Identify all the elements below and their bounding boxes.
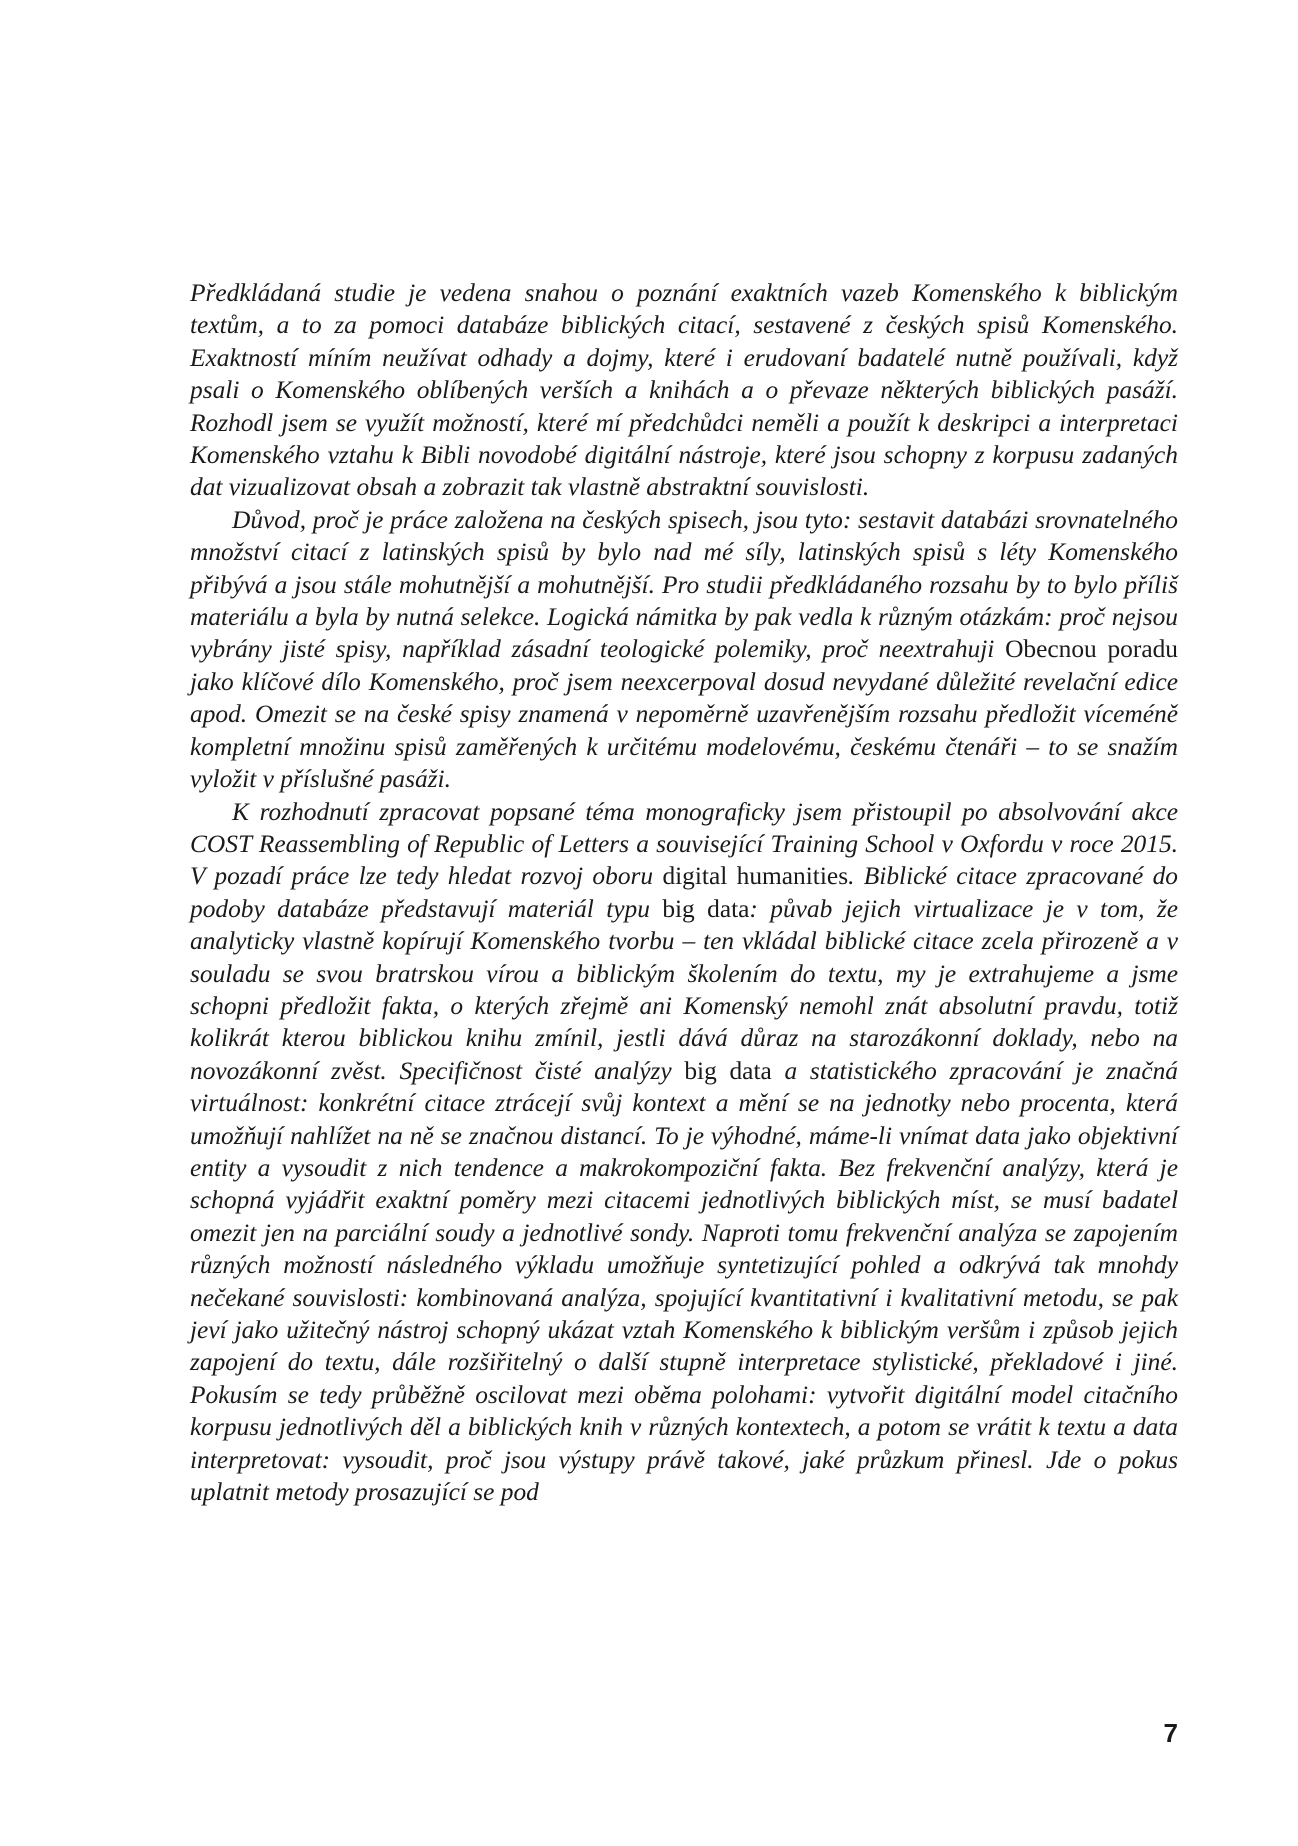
term-big-data: big data xyxy=(662,894,750,923)
paragraph-intro xyxy=(190,277,1178,504)
text-segment: . Biblické citace zpracované do podoby databáze představují materiál typu xyxy=(190,862,1179,923)
page-number: 7 xyxy=(1163,1718,1178,1748)
text-segment: Důvod, proč je práce založena na českých spisech, jsou tyto: sestavit databázi srovnatelného množství citací z latinských spisů by bylo nad mé síly, latinských spisů s léty Komenského přibývá a jsou stále mohutnější a mohutnější. Pro studii předkládaného rozsahu by to bylo příliš materiálu a byla by nutná selekce. Logická námitka by pak vedla k různým otázkám: proč nejsou vybrány jisté spisy, například zásadní teologické polemiky, proč neextrahuji xyxy=(190,505,1178,664)
term-big-data: big data xyxy=(684,1056,772,1085)
text-segment: jako klíčové dílo Komenského, proč jsem neexcerpoval dosud nevydané důležité revelační edice apod. Omezit se na české spisy znamená v nepoměrně uzavřenějším rozsahu předložit víceméně kompletní množinu spisů zaměřených k určitému modelovému, českému čtenáři – to se snažím vyložit v příslušné pasáži. xyxy=(190,667,1178,794)
text-segment: Předkládaná studie je vedena snahou o poznání exaktních vazeb Komenského k biblickým textům, a to za pomoci databáze biblických citací, sestavené z českých spisů Komenského. Exaktností míním neužívat odhady a dojmy, které i erudovaní badatelé nutně používali, když psali o Komenského oblíbených verších a knihách a o převaze některých biblických pasáží. Rozhodl jsem se využít možností, které mí předchůdci neměli a použít k deskripci a interpretaci Komenského vztahu k Bibli novodobé digitální nástroje, které jsou schopny z korpusu zadaných dat vizualizovat obsah a zobrazit tak vlastně abstraktní souvislosti. xyxy=(190,279,1178,502)
text-segment: K rozhodnutí zpracovat popsané téma monograficky jsem přistoupil po absolvování akce COST Reassembling of Republic of Letters a související Training School v Oxfordu v roce 2015. V pozadí práce lze tedy hledat rozvoj oboru xyxy=(190,797,1178,891)
work-title-obecna-porada: Obecnou poradu xyxy=(1005,635,1178,664)
body-text xyxy=(190,277,1178,1508)
text-segment: a statistického zpracování je značná virtuálnost: konkrétní citace ztrácejí svůj kontext a mění se na jednotky nebo procenta, která umožňují nahlížet na ně se značnou distancí. To je výhodné, máme-li vnímat data jako objektivní entity a vysoudit z nich tendence a makrokompoziční fakta. Bez frekvenční analýzy, která je schopná vyjádřit exaktní poměry mezi citacemi jednotlivých biblických míst, se musí badatel omezit jen na parciální soudy a jednotlivé sondy. Naproti tomu frekvenční analýza se zapojením různých možností následného výkladu umožňuje syntetizující pohled a odkrývá tak mnohdy nečekané souvislosti: kombinovaná analýza, spojující kvantitativní i kvalitativní metodu, se pak jeví jako užitečný nástroj schopný ukázat vztah Komenského k biblickým veršům i způsob jejich zapojení do textu, dále rozšiřitelný o další stupně interpretace stylistické, překladové i jiné. Pokusím se tedy průběžně oscilovat mezi oběma polohami: vytvořit digitální model citačního korpusu jednotlivých děl a biblických knih v různých kontextech, a potom se vrátit k textu a data interpretovat: vysoudit, proč jsou výstupy právě takové, jaké průzkum přinesl. Jde o pokus uplatnit metody prosazující se pod xyxy=(190,1056,1178,1507)
term-digital-humanities: digital humanities xyxy=(662,862,849,891)
paragraph-reasons xyxy=(190,504,1178,796)
paragraph-method xyxy=(190,796,1178,1509)
text-segment: : půvab jejich virtualizace je v tom, že analyticky vlastně kopírují Komenského tvorbu – ten vkládal biblické citace zcela přirozeně a v souladu se svou bratrskou vírou a biblickým školením do textu, my je extrahujeme a jsme schopni předložit fakta, o kterých zřejmě ani Komenský nemohl znát absolutní pravdu, totiž kolikrát kterou biblickou knihu zmínil, jestli dává důraz na starozákonní doklady, nebo na novozákonní zvěst. Specifičnost čisté analýzy xyxy=(190,894,1178,1085)
